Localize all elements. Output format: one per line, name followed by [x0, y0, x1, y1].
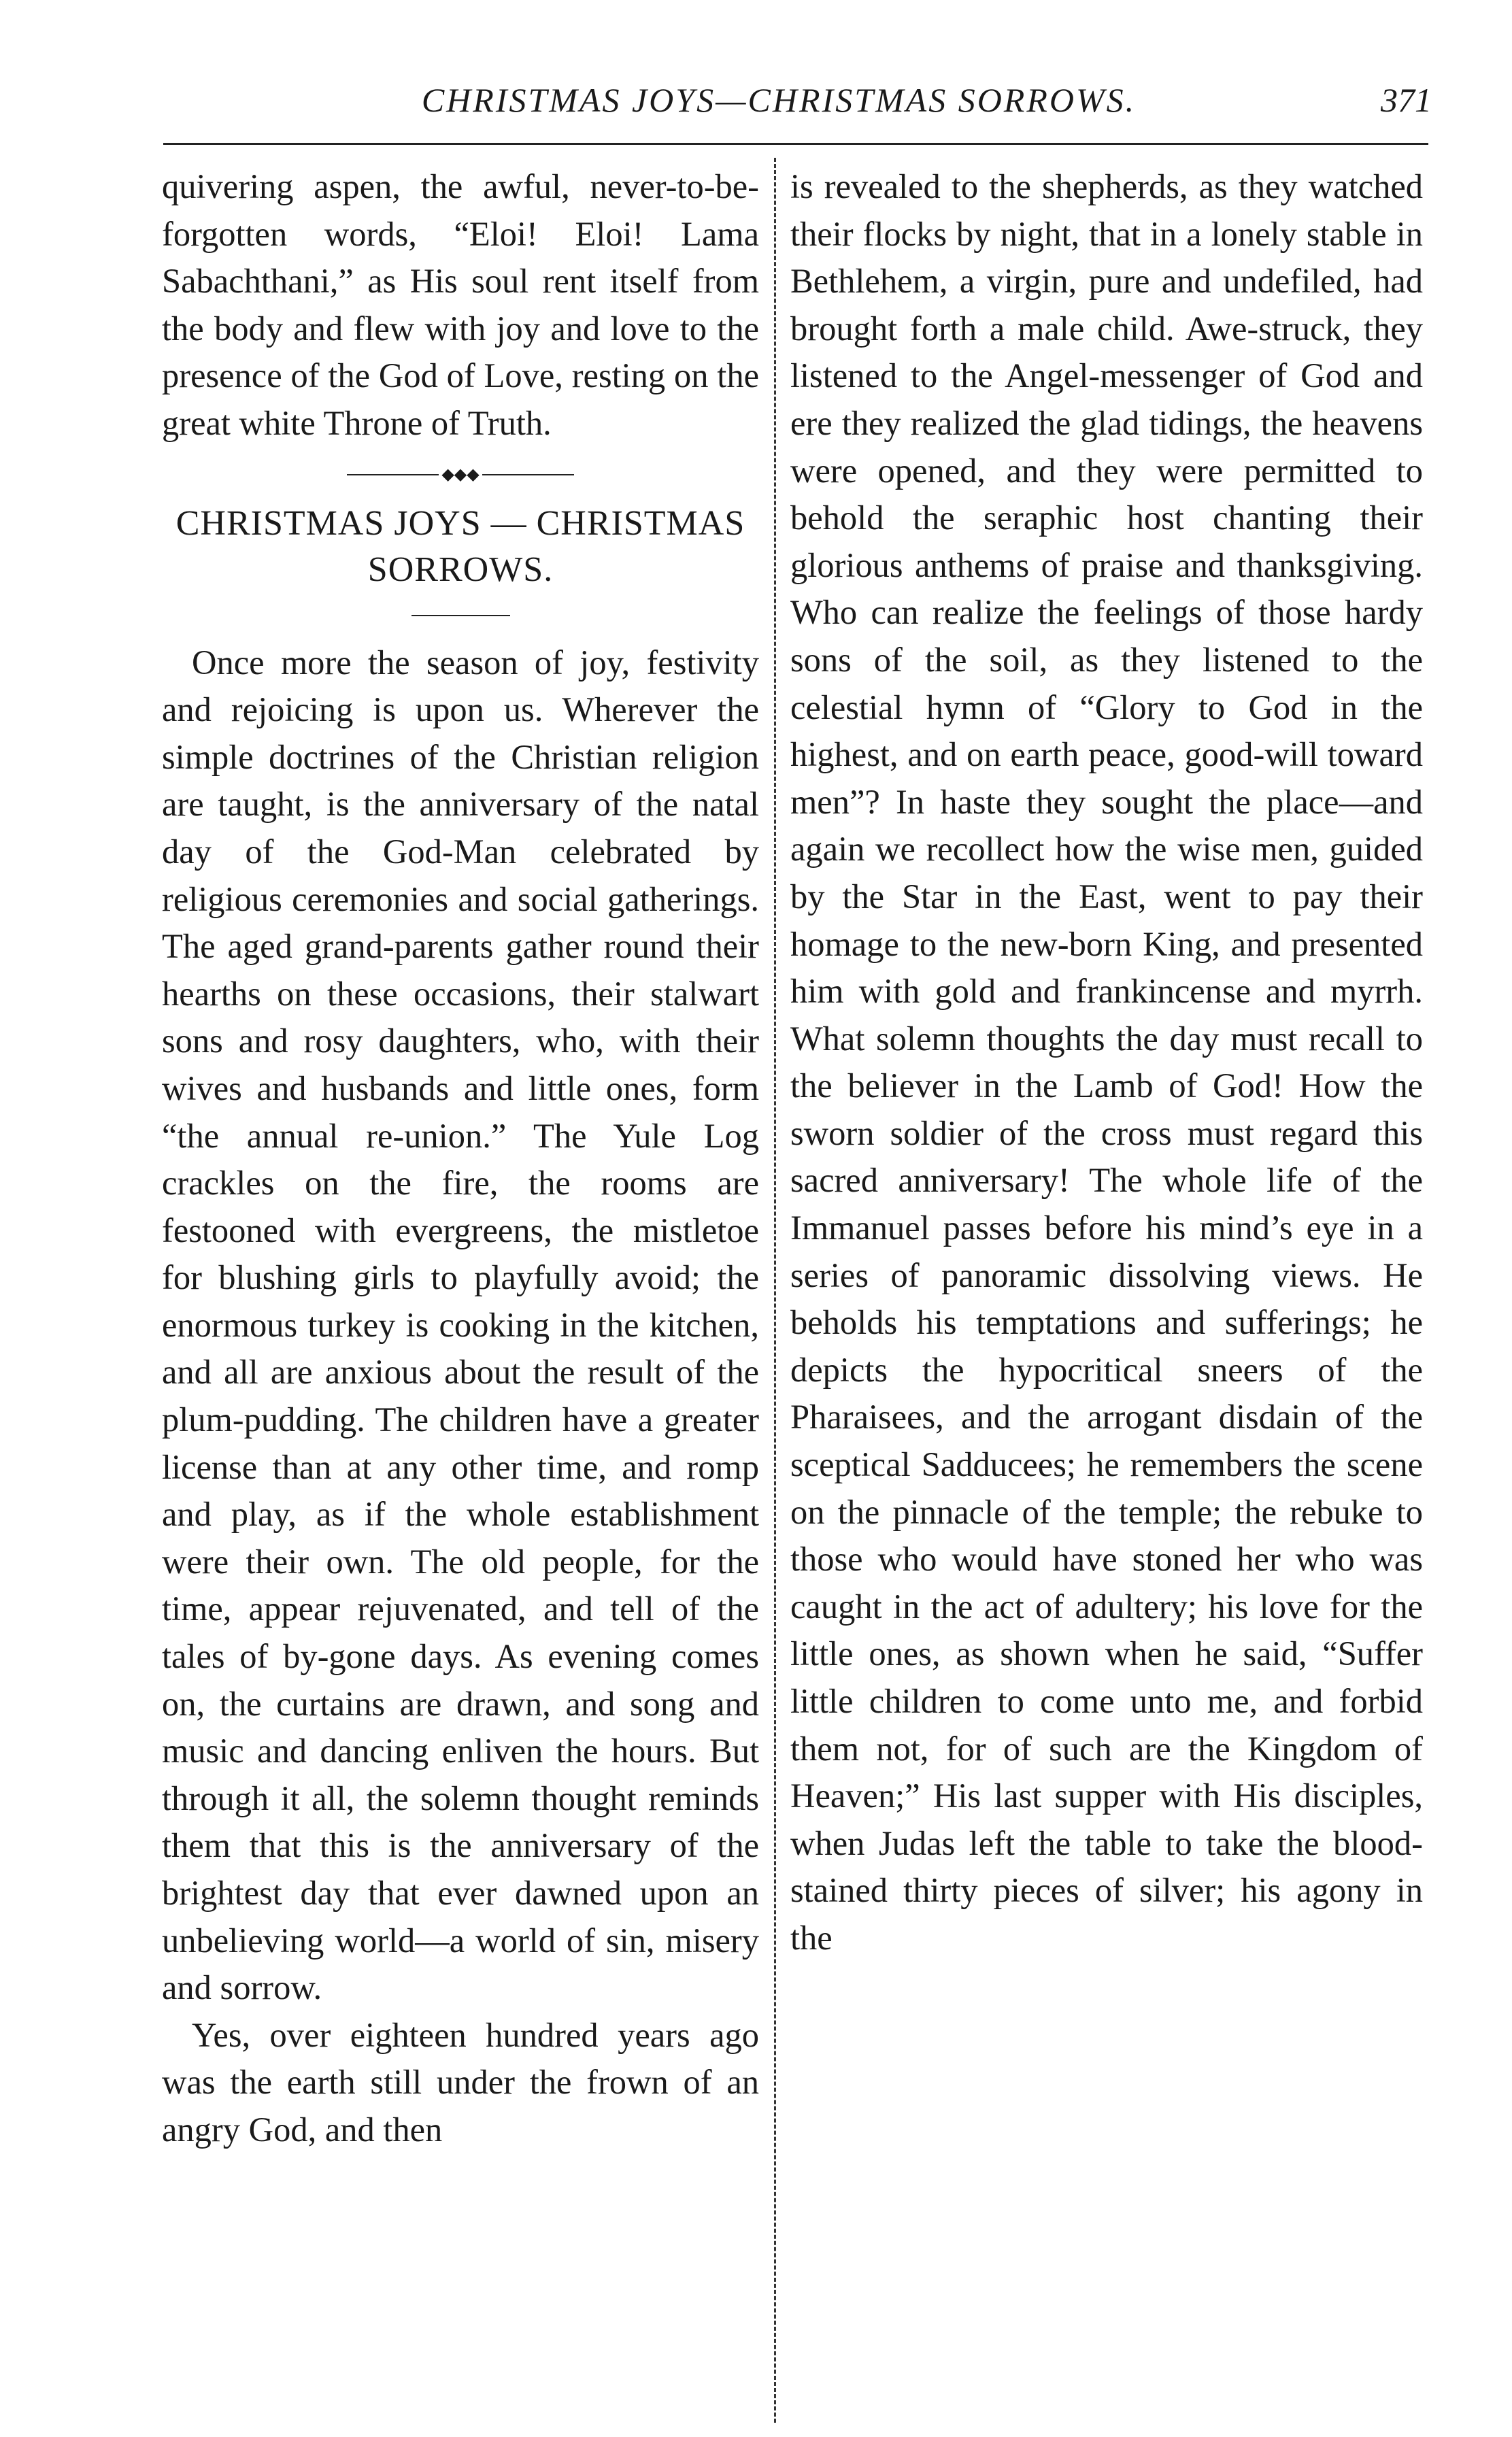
- paragraph-1: Once more the season of joy, festivity and rejoicing is upon us. Wherever the simple doctrines of the Christian religion are taught, is the anniversary of the natal day of the God-Man celebrated by religious ceremonies and social gatherings. The aged grand-parents gather round their hearths on these occasions, their stalwart sons and rosy daughters, who, with their wives and husbands and little ones, form “the annual re-union.” The Yule Log crackles on the fire, the rooms are festooned with evergreens, the mistletoe for blushing girls to playfully avoid; the enormous turkey is cooking in the kitchen, and all are anxious about the result of the plum-pudding. The children have a greater license than at any other time, and romp and play, as if the whole establishment were their own. The old people, for the time, appear rejuvenated, and tell of the tales of by-gone days. As evening comes on, the curtains are drawn, and song and music and dancing enliven the hours. But through it all, the solemn thought reminds them that this is the anniversary of the brightest day that ever dawned upon an unbelieving world—a world of sin, misery and sorrow.: [162, 643, 759, 2007]
- running-title: CHRISTMAS JOYS—CHRISTMAS SORROWS.: [421, 81, 1137, 119]
- continued-paragraph: quivering aspen, the awful, never-to-be-forgotten words, “Eloi! Eloi! Lama Sabachthani,” as His soul rent itself from the body and flew with joy and love to the presence of the God of Love, resting on the great white Throne of Truth.: [162, 167, 759, 442]
- page-number: 371: [1381, 81, 1432, 119]
- section-ornament: ◆◆◆: [162, 448, 759, 495]
- header-rule: [163, 143, 1428, 145]
- left-column: [162, 163, 759, 2381]
- page-header: [0, 80, 1512, 141]
- right-column: [790, 163, 1423, 2381]
- right-paragraph: is revealed to the shepherds, as they watched their flocks by night, that in a lonely stable in Bethlehem, a virgin, pure and undefiled, had brought forth a male child. Awe-struck, they listened to the Angel-messenger of God and ere they realized the glad tidings, the heavens were opened, and they were permitted to behold the seraphic host chanting their glorious anthems of praise and thanksgiving. Who can realize the feelings of those hardy sons of the soil, as they listened to the celestial hymn of “Glory to God in the highest, and on earth peace, good-will toward men”? In haste they sought the place—and again we recollect how the wise men, guided by the Star in the East, went to pay their homage to the new-born King, and presented him with gold and frankincense and myrrh. What solemn thoughts the day must recall to the believer in the Lamb of God! How the sworn soldier of the cross must regard this sacred anniversary! The whole life of the Immanuel passes before his mind’s eye in a series of panoramic dissolving views. He beholds his temptations and sufferings; he depicts the hypocritical sneers of the Pharaisees, and the arrogant disdain of the sceptical Sadducees; he remembers the scene on the pinnacle of the temple; the rebuke to those who would have stoned her who was caught in the act of adultery; his love for the little ones, as shown when he said, “Suffer little children to come unto me, and forbid them not, for of such are the Kingdom of Heaven;” His last supper with His disciples, when Judas left the table to take the blood-stained thirty pieces of silver; his agony in the: [790, 167, 1423, 1957]
- paragraph-2: Yes, over eighteen hundred years ago was the earth still under the frown of an angry God, and then: [162, 2015, 759, 2149]
- column-divider: [774, 158, 776, 2423]
- title-rule: [411, 615, 510, 616]
- article-title: CHRISTMAS JOYS — CHRISTMAS SORROWS.: [175, 503, 745, 589]
